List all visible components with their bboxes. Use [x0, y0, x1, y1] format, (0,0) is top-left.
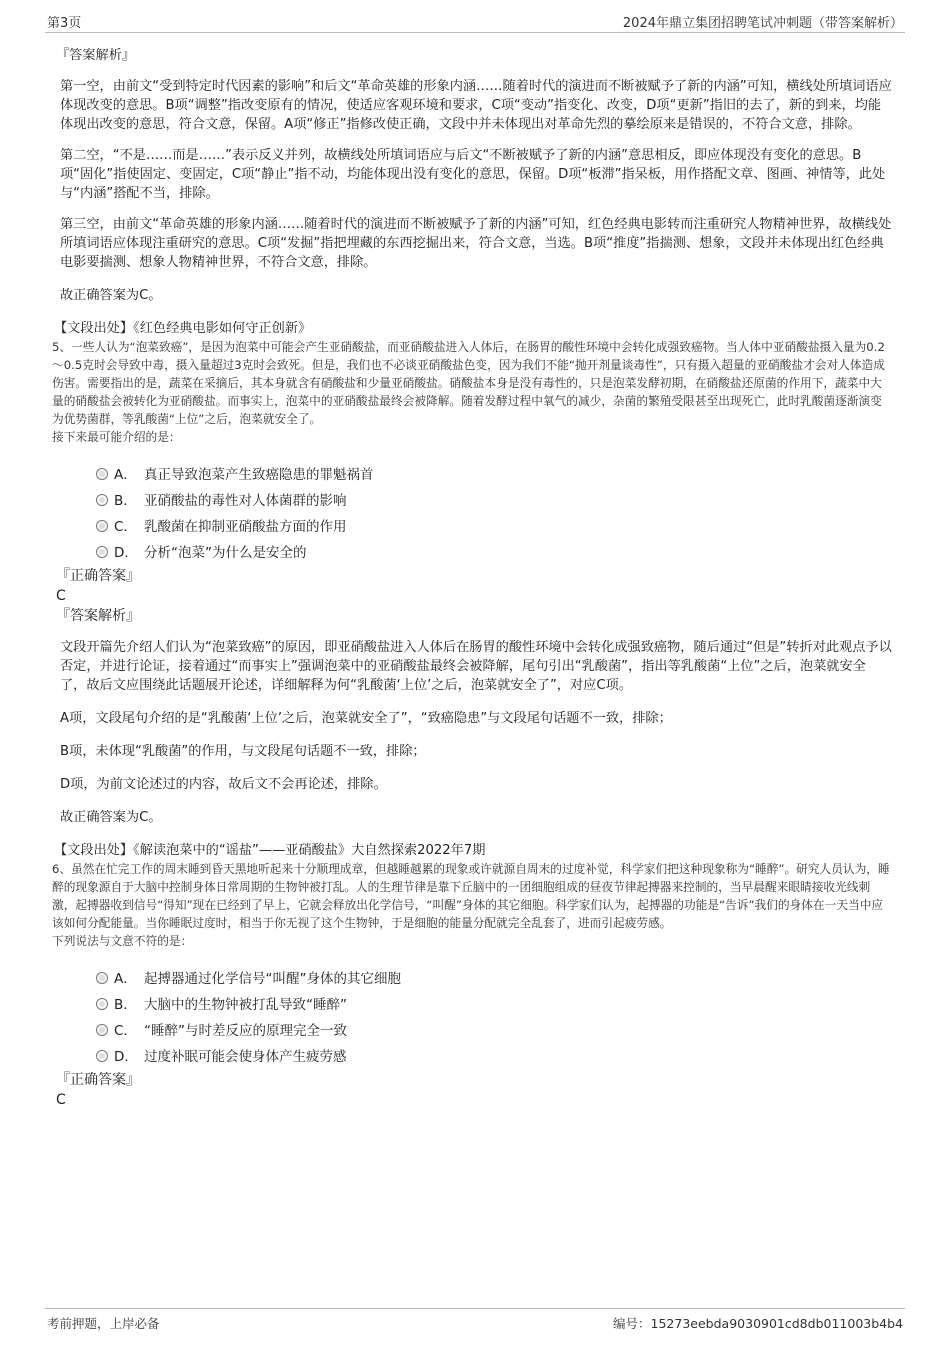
radio-icon[interactable]: [96, 972, 108, 984]
q4-analysis-paragraph-3: 第三空，由前文“革命英雄的形象内涵……随着时代的演进而不断被赋予了新的内涵”可知，红色经典电影转而注重研究人物精神世界，故横线处所填词语应体现注重研究的意思。C项“发掘”指把埋藏的东西挖掘出来，符合文意，当选。B项“推度”指揣测、想象，文段并未体现出红色经典电影要揣测、想象人物精神世界，不符合文意，排除。: [60, 217, 892, 270]
q6-option-a[interactable]: A． 起搏器通过化学信号“叫醒”身体的其它细胞: [96, 966, 892, 992]
q4-analysis-paragraph-1: 第一空，由前文“受到特定时代因素的影响”和后文“革命英雄的形象内涵……随着时代的演进而不断被赋予了新的内涵”可知，横线处所填词语应体现改变的意思。B项“调整”指改变原有的情况，使适应客观环境和要求，C项“变动”指变化、改变，D项“更新”指旧的去了，新的到来，均能体现出改变的意思，符合文意，保留。A项“修正”指修改使正确，文段中并未体现出对革命先烈的摹绘原来是错误的，不符合文意，排除。: [60, 79, 892, 132]
q5-analysis-paragraph-2: A项，文段尾句介绍的是“乳酸菌‘上位’之后，泡菜就安全了”，“致癌隐患”与文段尾句话题不一致，排除；: [60, 711, 672, 726]
q5-prompt: 接下来最可能介绍的是：: [52, 430, 181, 444]
q6-option-d[interactable]: D． 过度补眠可能会使身体产生疲劳感: [96, 1044, 892, 1070]
q5-conclusion: 故正确答案为C。: [60, 810, 162, 825]
document-id: 编号：15273eebda9030901cd8db011003b4b4: [613, 1316, 903, 1331]
q5-analysis-paragraph-1: 文段开篇先介绍人们认为“泡菜致癌”的原因，即亚硝酸盐进入人体后在肠胃的酸性环境中会转化成强致癌物，随后通过“但是”转折对此观点予以否定，并进行论证，接着通过“而事实上”强调泡菜中的亚硝酸盐最终会被降解，尾句引出“乳酸菌”，指出等乳酸菌“上位”之后，泡菜就安全了，故后文应围绕此话题展开论述，详细解释为何“乳酸菌‘上位’之后，泡菜就安全了”，对应C项。: [60, 640, 892, 693]
footer-slogan: 考前押题，上岸必备: [47, 1316, 160, 1331]
q6-option-b[interactable]: B． 大脑中的生物钟被打乱导致“睡醉”: [96, 992, 892, 1018]
q6-stem: 6、虽然在忙完工作的周末睡到昏天黑地听起来十分顺理成章，但越睡越累的现象或许就源自周末的过度补觉，科学家们把这种现象称为“睡醉”。研究人员认为，睡醉的现象源自于大脑中控制身体日常周期的生物钟被打乱。人的生理节律是靠下丘脑中的一团细胞组成的昼夜节律起搏器来控制的，当早晨醒来眼睛接收光线刺激，起搏器收到信号“得知”现在已经到了早上，它就会释放出化学信号，“叫醒”身体的其它细胞。科学家们认为，起搏器的功能是“告诉”我们的身体在一天当中应该如何分配能量。当你睡眠过度时，相当于你无视了这个生物钟，于是细胞的能量分配就完全乱套了，进而引起疲劳感。: [52, 862, 890, 930]
radio-icon[interactable]: [96, 494, 108, 506]
radio-icon[interactable]: [96, 546, 108, 558]
page-header: [45, 12, 905, 33]
q4-source: 【文段出处】《红色经典电影如何守正创新》: [54, 321, 312, 336]
q5-source: 【文段出处】《解读泡菜中的“谣盐”——亚硝酸盐》大自然探索2022年7期: [54, 843, 486, 858]
document-body: [52, 44, 892, 1110]
q5-answer: C: [56, 588, 66, 604]
radio-icon[interactable]: [96, 468, 108, 480]
q5-option-d[interactable]: D． 分析“泡菜”为什么是安全的: [96, 540, 892, 566]
q5-options: [56, 462, 892, 566]
q6-answer: C: [56, 1092, 66, 1108]
q6-prompt: 下列说法与文意不符的是：: [52, 934, 193, 948]
radio-icon[interactable]: [96, 1050, 108, 1062]
radio-icon[interactable]: [96, 520, 108, 532]
q5-option-c[interactable]: C． 乳酸菌在抑制亚硝酸盐方面的作用: [96, 514, 892, 540]
q5-analysis-paragraph-4: D项，为前文论述过的内容，故后文不会再论述，排除。: [60, 777, 387, 792]
q4-analysis-label: 『答案解析』: [56, 48, 136, 63]
q5-option-b[interactable]: B． 亚硝酸盐的毒性对人体菌群的影响: [96, 488, 892, 514]
q5-analysis-paragraph-3: B项，未体现“乳酸菌”的作用，与文段尾句话题不一致，排除；: [60, 744, 426, 759]
q5-answer-label: 『正确答案』: [56, 568, 140, 584]
q5-option-a[interactable]: A． 真正导致泡菜产生致癌隐患的罪魁祸首: [96, 462, 892, 488]
radio-icon[interactable]: [96, 1024, 108, 1036]
page-footer: [45, 1308, 905, 1335]
q4-analysis-paragraph-2: 第二空，“不是……而是……”表示反义并列，故横线处所填词语应与后文“不断被赋予了新的内涵”意思相反，即应体现没有变化的意思。B项“固化”指使固定、变固定，C项“静止”指不动，均能体现出没有变化的意思，保留。D项“板滞”指呆板，用作搭配文章、图画、神情等，此处与“内涵”搭配不当，排除。: [60, 148, 886, 201]
q6-option-c[interactable]: C． “睡醉”与时差反应的原理完全一致: [96, 1018, 892, 1044]
q4-conclusion: 故正确答案为C。: [60, 288, 162, 303]
radio-icon[interactable]: [96, 998, 108, 1010]
page-number: 第3页: [47, 16, 82, 31]
q5-analysis-label: 『答案解析』: [56, 608, 140, 624]
document-title: 2024年鼎立集团招聘笔试冲刺题（带答案解析）: [622, 16, 903, 31]
q6-answer-label: 『正确答案』: [56, 1072, 140, 1088]
q6-options: [56, 966, 892, 1070]
q5-stem: 5、一些人认为“泡菜致癌”，是因为泡菜中可能会产生亚硝酸盐，而亚硝酸盐进入人体后，在肠胃的酸性环境中会转化成强致癌物。当人体中亚硝酸盐摄入量为0.2～0.5克时会导致中毒，摄入量超过3克时会致死。但是，我们也不必谈亚硝酸盐色变，因为我们不能“抛开剂量谈毒性”，只有摄入超量的亚硝酸盐才会对人体造成伤害。需要指出的是，蔬菜在采摘后，其本身就含有硝酸盐和少量亚硝酸盐。硝酸盐本身是没有毒性的，只是泡菜发酵初期，在硝酸盐还原菌的作用下，蔬菜中大量的硝酸盐会被转化为亚硝酸盐。而事实上，泡菜中的亚硝酸盐最终会被降解。随着发酵过程中氧气的减少，杂菌的繁殖受限甚至出现死亡，此时乳酸菌逐渐演变为优势菌群，等乳酸菌“上位”之后，泡菜就安全了。: [52, 340, 885, 426]
